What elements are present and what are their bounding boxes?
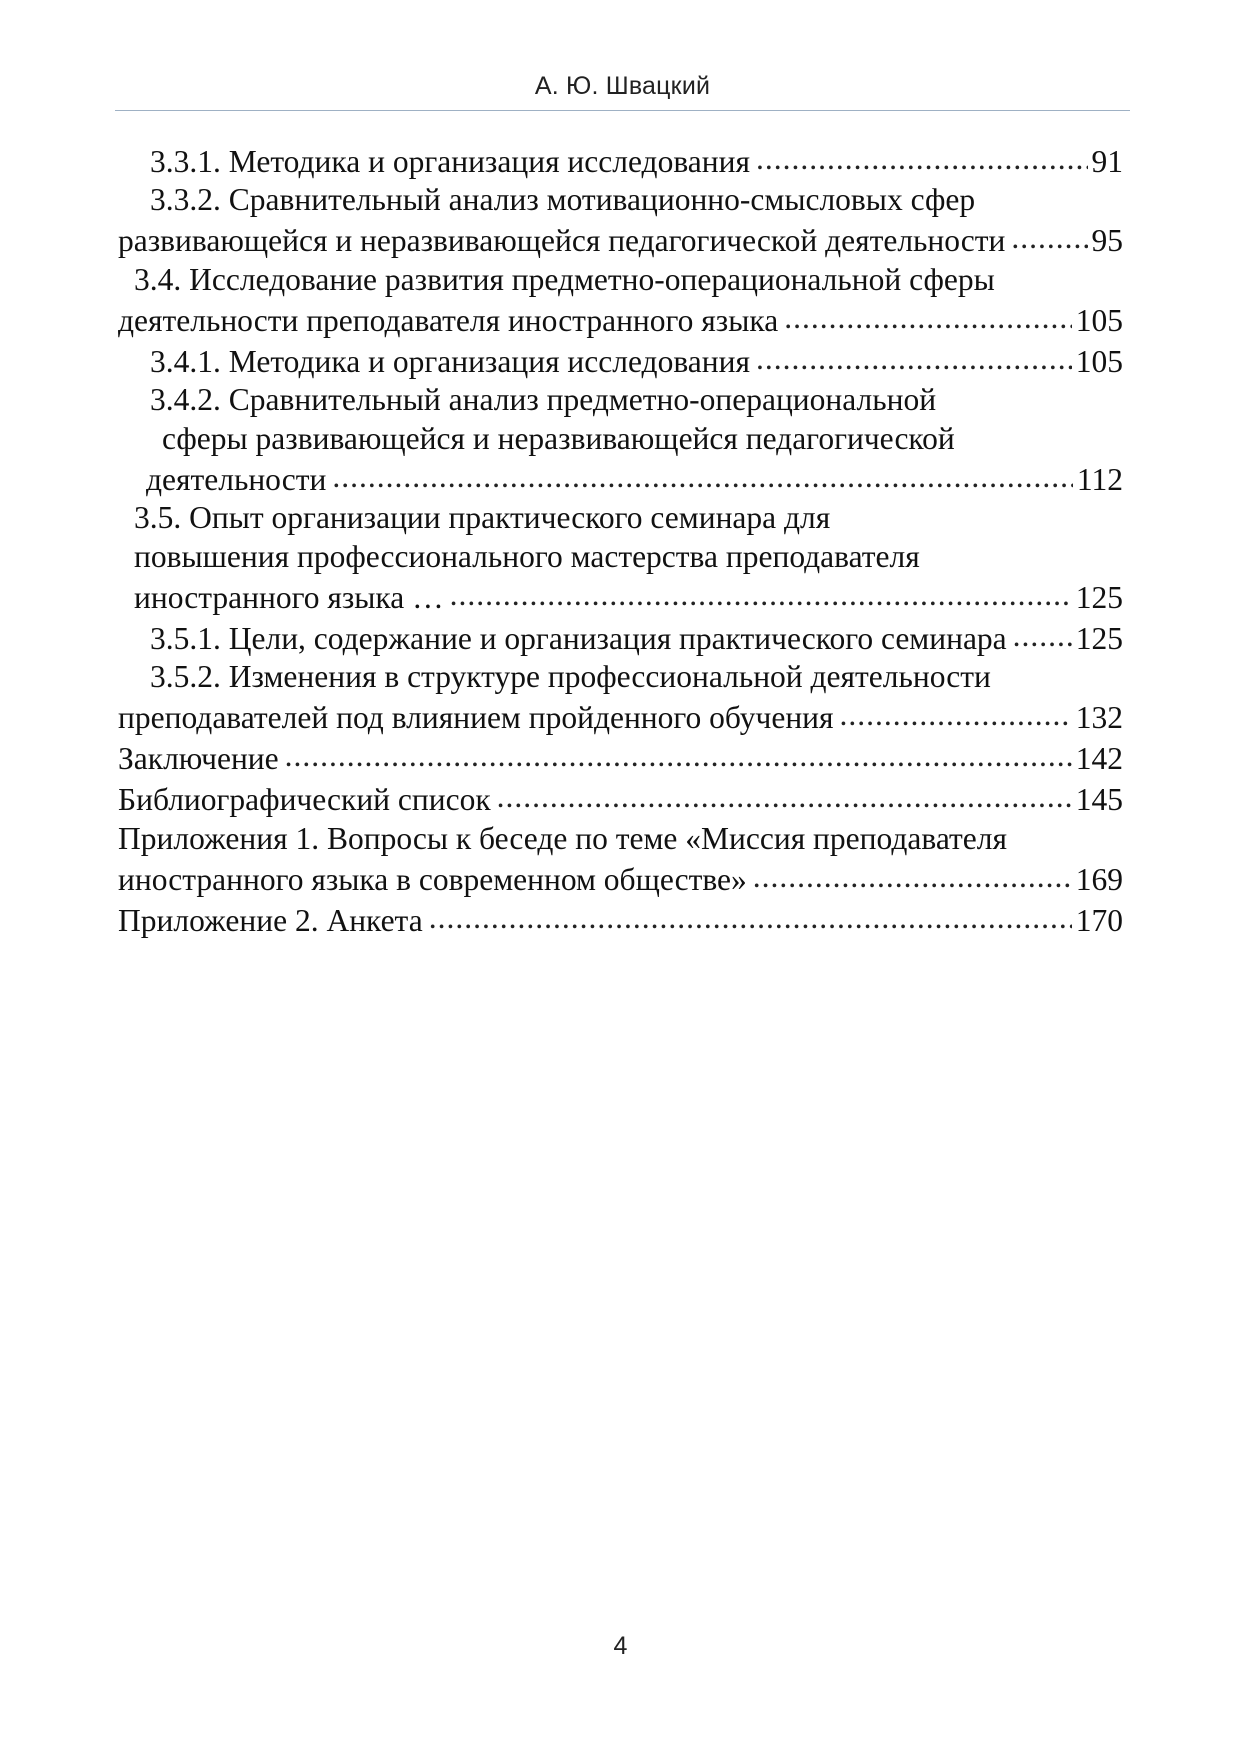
- toc-entry: [118, 697, 1123, 738]
- toc-dot-leader: [756, 340, 1072, 372]
- toc-entry: [118, 381, 1123, 420]
- toc-entry-title: 3.4. Исследование развития предметно-операциональной сферы: [134, 261, 995, 297]
- toc-entry-page: 91: [1091, 143, 1123, 179]
- toc-entry: [118, 299, 1123, 340]
- toc-entry-title: 3.4.2. Сравнительный анализ предметно-операциональной: [150, 382, 937, 417]
- toc-entry-title: преподавателей под влиянием пройденного обучения: [118, 700, 834, 735]
- toc-entry: [118, 140, 1123, 181]
- toc-dot-leader: [332, 458, 1073, 490]
- toc-entry: [118, 820, 1123, 859]
- toc-entry: [118, 779, 1123, 820]
- toc-entry-page: 145: [1075, 782, 1123, 817]
- toc-entry-page: 105: [1075, 343, 1123, 379]
- toc-entry-title: 3.3.1. Методика и организация исследования: [150, 143, 750, 179]
- toc-entry: [118, 261, 1123, 300]
- running-header-author: А. Ю. Швацкий: [534, 72, 711, 100]
- toc-entry: [118, 899, 1123, 940]
- page-number: 4: [613, 1632, 628, 1660]
- toc-entry-page: 170: [1075, 902, 1123, 938]
- toc-dot-leader: [753, 858, 1072, 890]
- toc-entry: [118, 658, 1123, 697]
- toc-dot-leader: [784, 299, 1072, 331]
- toc-entry-title: сферы развивающейся и неразвивающейся педагогической: [162, 420, 955, 456]
- toc-entry-title: Приложение 2. Анкета: [118, 902, 423, 938]
- toc-entry: [118, 458, 1123, 499]
- toc-entry-title: 3.3.2. Сравнительный анализ мотивационно-смысловых сфер: [150, 182, 976, 217]
- toc-entry: [118, 220, 1123, 261]
- toc-dot-leader: [285, 738, 1072, 770]
- toc-entry-page: 132: [1075, 700, 1123, 735]
- toc-dot-leader: [450, 576, 1072, 608]
- toc-entry-page: 112: [1076, 461, 1123, 497]
- toc-entry-title: 3.5.2. Изменения в структуре профессиональной деятельности: [150, 659, 991, 694]
- toc-entry-title: деятельности преподавателя иностранного языка: [118, 302, 779, 338]
- toc-entry-page: 169: [1075, 861, 1123, 897]
- toc-entry: [118, 538, 1123, 577]
- toc-entry-title: иностранного языка в современном обществе»: [118, 861, 747, 897]
- toc-entry-title: повышения профессионального мастерства преподавателя: [134, 538, 920, 574]
- toc-entry: [118, 499, 1123, 538]
- toc-entry-title: деятельности: [146, 461, 327, 497]
- toc-entry-title: развивающейся и неразвивающейся педагогической деятельности: [118, 223, 1006, 258]
- toc-entry: [118, 340, 1123, 381]
- toc-entry-title: Приложения 1. Вопросы к беседе по теме «Миссия преподавателя: [118, 820, 1007, 856]
- toc-entry: [118, 738, 1123, 779]
- toc-entry-title: Библиографический список: [118, 782, 491, 817]
- toc-dot-leader: [1013, 617, 1072, 649]
- toc-entry: [118, 617, 1123, 658]
- toc-entry: [118, 858, 1123, 899]
- toc-entry-page: 125: [1075, 620, 1123, 656]
- toc-entry-title: 3.5. Опыт организации практического семинара для: [134, 500, 831, 535]
- toc-dot-leader: [497, 779, 1072, 811]
- toc-entry-title: Заключение: [118, 741, 279, 776]
- header-divider: [115, 110, 1130, 111]
- toc-entry-title: иностранного языка …: [134, 579, 444, 615]
- toc-dot-leader: [756, 140, 1088, 172]
- table-of-contents: [118, 140, 1123, 940]
- toc-entry-page: 95: [1091, 223, 1123, 258]
- toc-entry-page: 142: [1075, 741, 1123, 776]
- toc-entry: [118, 181, 1123, 220]
- toc-entry-title: 3.4.1. Методика и организация исследования: [150, 343, 750, 379]
- toc-dot-leader: [429, 899, 1072, 931]
- toc-dot-leader: [840, 697, 1072, 729]
- toc-entry: [118, 576, 1123, 617]
- toc-entry: [118, 420, 1123, 459]
- toc-entry-page: 125: [1075, 579, 1123, 615]
- toc-entry-page: 105: [1075, 302, 1123, 338]
- toc-dot-leader: [1011, 220, 1087, 252]
- toc-entry-title: 3.5.1. Цели, содержание и организация практического семинара: [150, 620, 1007, 656]
